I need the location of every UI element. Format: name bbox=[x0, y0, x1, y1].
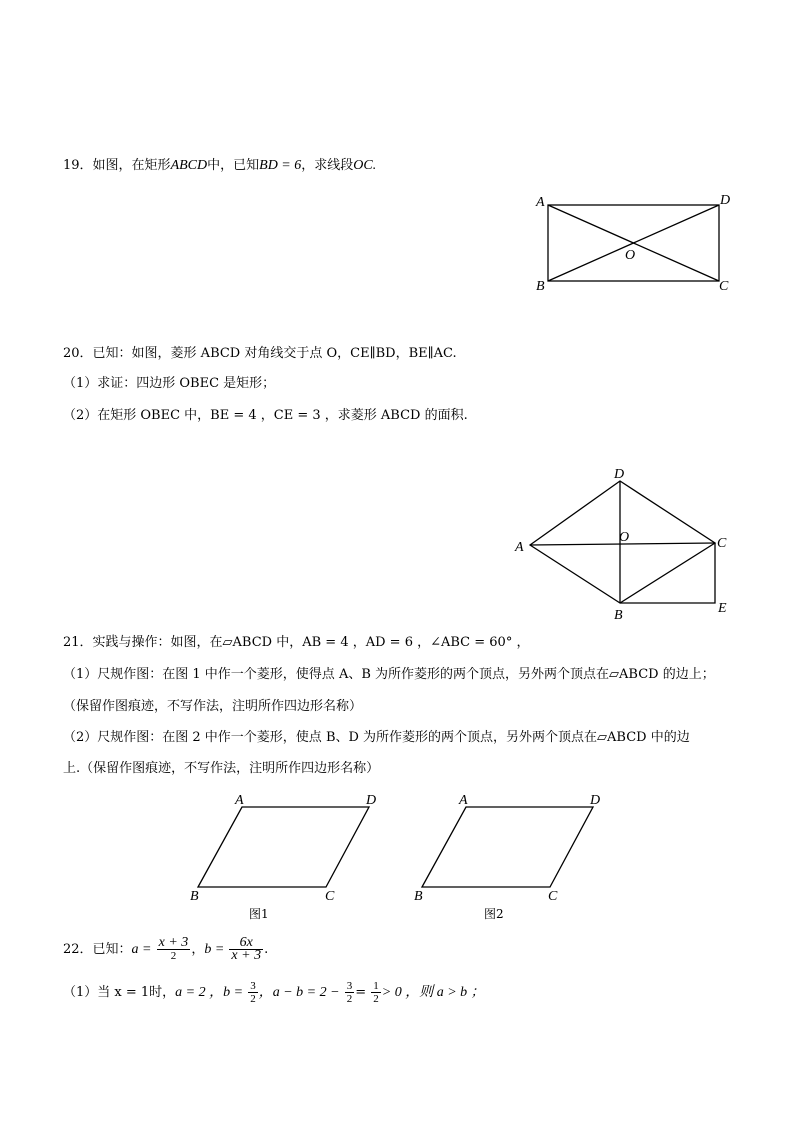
fraction-1-2: $\frac{1}{2}$ bbox=[373, 980, 379, 1005]
q21-part1a: （1）尺规作图：在图 1 中作一个菱形，使得点 A、B 为所作菱形的两个顶点，另外两个顶点在▱ABCD 的边上； bbox=[63, 667, 715, 682]
fraction-b-value: $\frac{3}{2}$ bbox=[250, 980, 256, 1005]
q20-part1: （1）求证：四边形 OBEC 是矩形； bbox=[63, 376, 276, 391]
q21-part2a: （2）尺规作图：在图 2 中作一个菱形，使点 B、D 为所作菱形的两个顶点，另外两个顶点在▱ABCD 中的边 bbox=[63, 730, 690, 745]
q21-figure-1 bbox=[185, 790, 385, 925]
fraction-b: $\frac{6x}{x + 3}$ bbox=[231, 935, 262, 963]
label-c: C bbox=[717, 536, 727, 551]
label-a: A bbox=[536, 195, 545, 210]
q20-part2: （2）在矩形 OBEC 中，BE = 4 ，CE = 3 ，求菱形 ABCD 的面积. bbox=[63, 408, 468, 423]
label-d: D bbox=[366, 793, 377, 808]
label-b: B bbox=[536, 279, 545, 294]
q22-part1: （1）当 x = 1时，a = 2 ，b = $\frac{3}{2}$ ，a − b = 2 − $\frac{3}{2}$ = $\frac{1}{2}$ > 0 ，则 a > b ； bbox=[63, 980, 485, 1005]
parallelogram-abcd bbox=[198, 807, 369, 887]
label-b: B bbox=[614, 608, 623, 623]
q21-figure-2 bbox=[408, 790, 608, 925]
q19-rectangle-figure bbox=[530, 190, 740, 295]
label-e: E bbox=[718, 601, 727, 616]
fraction-3-2: $\frac{3}{2}$ bbox=[346, 980, 353, 1005]
q21-line1: 21．实践与操作：如图，在▱ABCD 中，AB = 4 ，AD = 6 ，∠ABC = 60° ， bbox=[63, 635, 530, 650]
fraction-a: $\frac{x + 3}{2}$ bbox=[158, 935, 189, 962]
q19-number: 19． bbox=[63, 158, 93, 173]
fig1-caption: 图1 bbox=[249, 907, 269, 921]
parallelogram-abcd bbox=[422, 807, 593, 887]
q22-line1: 22．已知：a = $\frac{x + 3}{2}$ ，b = $\frac{6x}{x + 3}$ . bbox=[63, 935, 269, 963]
q19-text: 19．如图，在矩形ABCD中，已知BD = 6，求线段OC. bbox=[63, 158, 377, 173]
label-c: C bbox=[719, 279, 729, 294]
label-o: O bbox=[625, 248, 636, 263]
label-d: D bbox=[590, 793, 601, 808]
q21-part2b: 上.（保留作图痕迹，不写作法，注明所作四边形名称） bbox=[63, 761, 380, 776]
label-a: A bbox=[459, 793, 468, 808]
q21-part1b: （保留作图痕迹，不写作法，注明所作四边形名称） bbox=[63, 699, 363, 714]
label-o: O bbox=[619, 530, 630, 545]
q20-line1: 20．已知：如图，菱形 ABCD 对角线交于点 O，CE∥BD，BE∥AC. bbox=[63, 346, 457, 361]
label-c: C bbox=[548, 889, 558, 904]
label-a: A bbox=[235, 793, 244, 808]
fig2-caption: 图2 bbox=[484, 907, 504, 921]
label-d: D bbox=[614, 467, 625, 482]
q20-rhombus-figure bbox=[510, 462, 740, 622]
label-a: A bbox=[515, 540, 524, 555]
label-c: C bbox=[325, 889, 335, 904]
label-b: B bbox=[190, 889, 199, 904]
label-d: D bbox=[720, 193, 731, 208]
label-b: B bbox=[414, 889, 423, 904]
